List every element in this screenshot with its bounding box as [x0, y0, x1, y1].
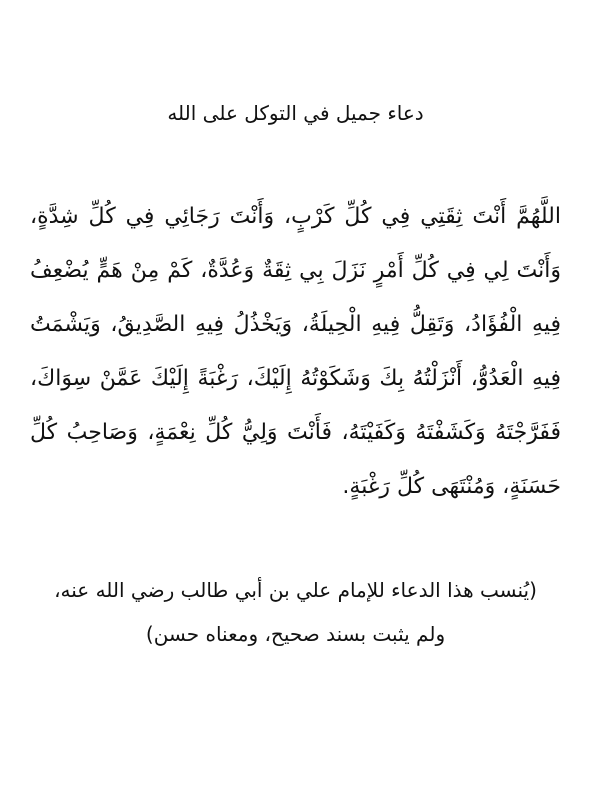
attribution-note: [20, 568, 571, 656]
supplication-text: اللَّهُمَّ أَنْتَ ثِقَتِي فِي كُلِّ كَرْبٍ، وَأَنْتَ رَجَائِي فِي كُلِّ شِدَّةٍ، وَأَنْتَ لِي فِي كُلِّ أَمْرٍ نَزَلَ بِي ثِقَةٌ وَعُدَّةٌ، كَمْ مِنْ هَمٍّ يُضْعِفُ فِيهِ الْفُؤَادُ، وَتَقِلُّ فِيهِ الْحِيلَةُ، وَيَخْذُلُ فِيهِ الصَّدِيقُ، وَيَشْمَتُ فِيهِ الْعَدُوُّ، أَنْزَلْتُهُ بِكَ وَشَكَوْتُهُ إِلَيْكَ، رَغْبَةً إِلَيْكَ عَمَّنْ سِوَاكَ، فَفَرَّجْتَهُ وَكَشَفْتَهُ وَكَفَيْتَهُ، فَأَنْتَ وَلِيُّ كُلِّ نِعْمَةٍ، وَصَاحِبُ كُلِّ حَسَنَةٍ، وَمُنْتَهَى كُلِّ رَغْبَةٍ.: [30, 204, 561, 499]
attribution-note-line-2: ولم يثبت بسند صحيح، ومعناه حسن): [145, 622, 446, 646]
attribution-note-line-1: (يُنسب هذا الدعاء للإمام علي بن أبي طالب رضي الله عنه،: [54, 578, 537, 602]
page-title: دعاء جميل في التوكل على الله: [167, 101, 424, 125]
